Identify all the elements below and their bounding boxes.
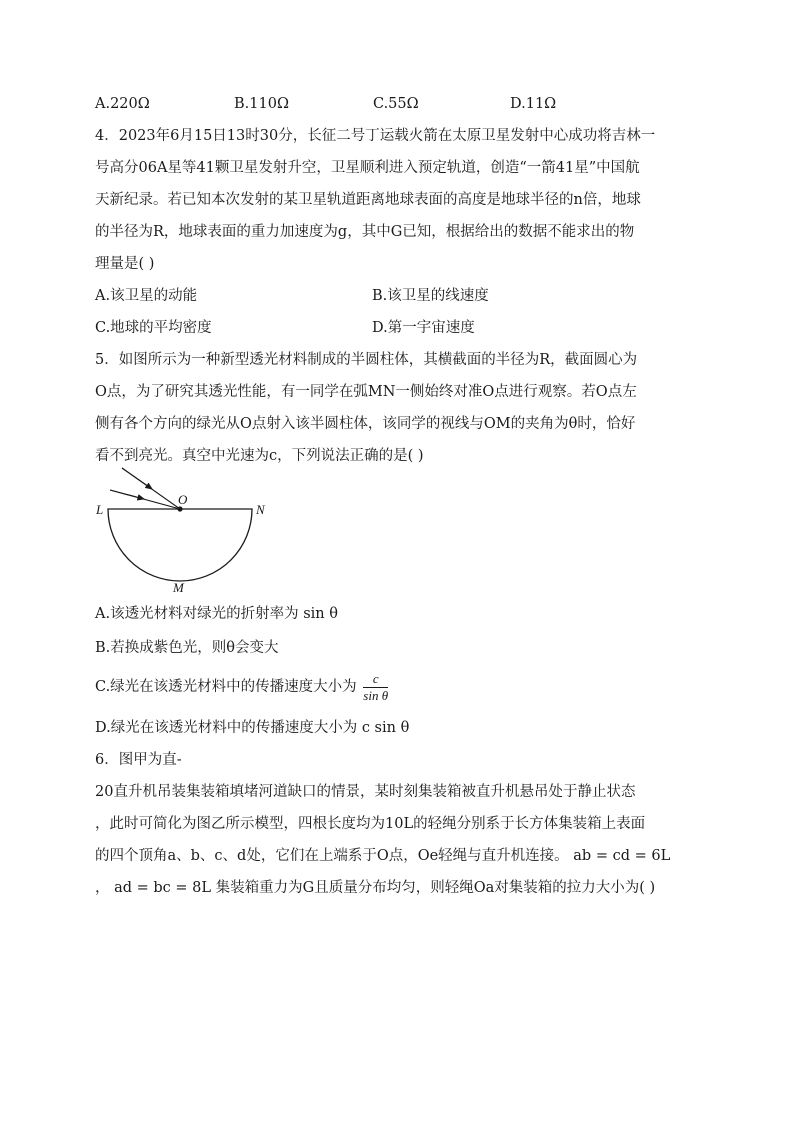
q4-text-line-4: 的半径为R，地球表面的重力加速度为g，其中G已知，根据给出的数据不能求出的物 [95,224,635,240]
q5-option-c-fraction [363,671,388,704]
q5-text-line-4: 看不到亮光。真空中光速为c，下列说法正确的是( ) [95,448,424,464]
q3-options-row [95,94,695,114]
label-o: O [178,492,188,507]
semicircle-outline [108,509,252,581]
q5-text-line-1: 5．如图所示为一种新型透光材料制成的半圆柱体，其横截面的半径为R，截面圆心为 [95,352,638,368]
incident-ray-upper-arrow [122,468,152,489]
fraction-denominator: sin θ [363,687,389,703]
q4-option-b: B.该卫星的线速度 [372,288,489,304]
q3-option-a: A.220Ω [95,96,150,112]
label-m: M [173,580,184,595]
label-l: L [96,502,104,517]
q4-text-line-1: 4．2023年6月15日13时30分，长征二号丁运载火箭在太原卫星发射中心成功将吉林一 [95,128,656,144]
q5-option-a: A.该透光材料对绿光的折射率为 sin θ [95,606,338,622]
q4-text-line-5: 理量是( ) [95,256,155,272]
center-point-o [177,506,182,511]
q5-text-line-3: 侧有各个方向的绿光从O点射入该半圆柱体，该同学的视线与OM的夹角为θ时，恰好 [95,416,636,432]
q3-option-b: B.110Ω [234,96,289,112]
q6-text-line-1: 6．图甲为直- [95,752,182,768]
q6-text-line-3: ，此时可简化为图乙所示模型，四根长度均为10L的轻绳分别系于长方体集装箱上表面 [95,816,646,832]
q6-text-line-2: 20直升机吊装集装箱填堵河道缺口的情景，某时刻集装箱被直升机悬吊处于静止状态 [95,784,636,800]
fraction-numerator: c [363,671,388,688]
q6-text-line-5: ， ad = bc = 8L 集装箱重力为G且质量分布均匀，则轻绳Oa对集装箱的拉力大小为( ) [95,880,656,896]
q5-option-d: D.绿光在该透光材料中的传播速度大小为 c sin θ [95,720,410,736]
q5-option-c [95,670,388,704]
q5-semicircle-figure [92,466,282,596]
q4-option-c: C.地球的平均密度 [95,320,212,336]
q4-text-line-2: 号高分06A星等41颗卫星发射升空，卫星顺利进入预定轨道，创造“一箭41星”中国航 [95,160,640,176]
q5-text-line-2: O点，为了研究其透光性能，有一同学在弧MN一侧始终对准O点进行观察。若O点左 [95,384,637,400]
label-n: N [256,502,265,517]
q5-option-c-text: C.绿光在该透光材料中的传播速度大小为 [95,679,357,695]
q3-option-d: D.11Ω [510,96,557,112]
q4-text-line-3: 天新纪录。若已知本次发射的某卫星轨道距离地球表面的高度是地球半径的n倍，地球 [95,192,641,208]
q4-option-d: D.第一宇宙速度 [372,320,475,336]
q4-option-a: A.该卫星的动能 [95,288,198,304]
q6-text-line-4: 的四个顶角a、b、c、d处，它们在上端系于O点，Oe轻绳与直升机连接。 ab = cd = 6L [95,848,671,864]
q5-option-b: B.若换成紫色光，则θ会变大 [95,640,279,656]
q3-option-c: C.55Ω [373,96,419,112]
incident-ray-lower-arrow [110,490,144,499]
